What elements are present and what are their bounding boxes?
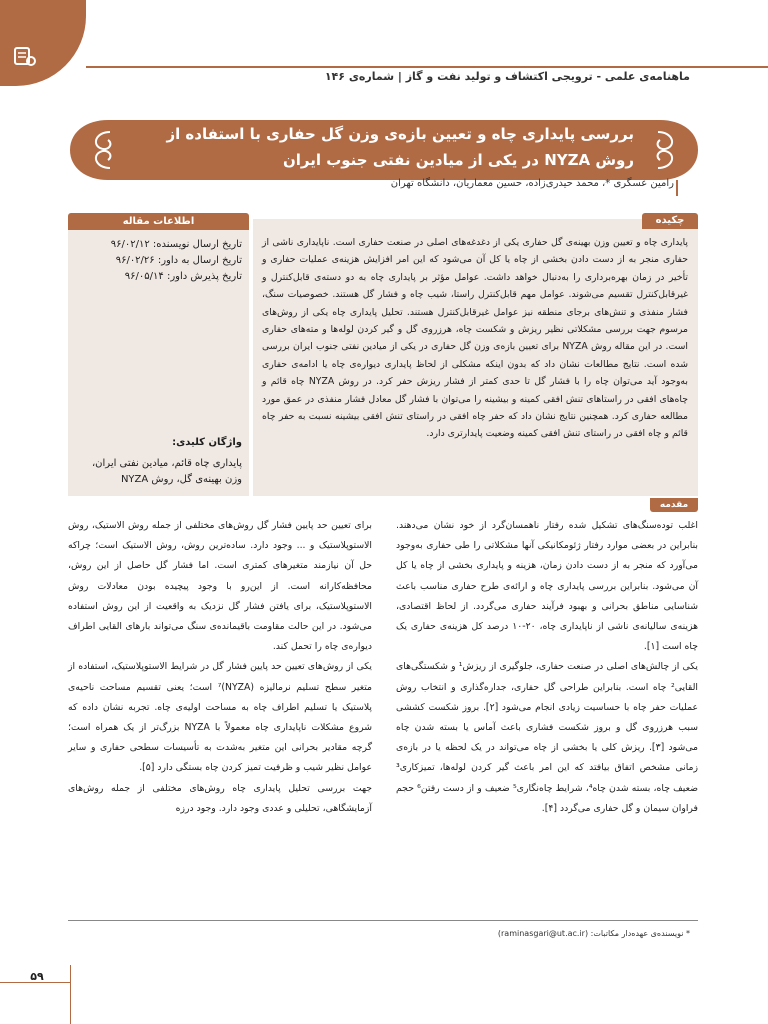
article-info-label: اطلاعات مقاله (68, 213, 249, 230)
corner-tab (0, 0, 86, 86)
intro-left-column (68, 516, 372, 819)
paragraph: یکی از روش‌های تعیین حد پایین فشار گل در شرایط الاستوپلاستیک، استفاده از متغیر سطح تسلیم نرمالیزه (NYZA)⁷ است؛ یعنی تقسیم مساحت ناحیه‌ی پلاستیک یا تسلیم اطراف چاه به مساحت اولیه‌ی چاه. تجربه نشان داده که شروع مشکلات ناپایداری چاه معمولاً با NYZA بزرگ‌تر از یک همراه است؛ گرچه مقادیر بحرانی این متغیر به‌شدت به تأسیسات سطحی حفاری و سایر عوامل نظیر شیب و ظرفیت تمیز کردن چاه بستگی دارد [۵]. (68, 661, 372, 774)
paragraph: یکی از چالش‌های اصلی در صنعت حفاری، جلوگیری از ریزش¹ و شکستگی‌های القایی² چاه است. بنابراین طراحی گل حفاری، جداره‌گذاری و انتخاب روش عملیات حفر چاه با حساسیت زیادی انجام می‌شود [۲]. بروز شکست کششی سبب هرزروی گل و بروز شکست فشاری باعث آماس یا بسته شدن چاه می‌شود [۳]. ریزش کلی یا بخشی از چاه می‌تواند در یک لحظه یا در بازه‌ی زمانی مشخص اتفاق بیافتد که این امر باعث گیر کردن لوله‌ها، تمیزکاری³ ضعیف چاه، بسته شدن چاه⁴، شرایط چاه‌نگاری⁵ ضعیف و از دست رفتن⁶ حجم فراوان سیمان و گل حفاری می‌گردد [۴]. (396, 661, 698, 814)
article-title (138, 121, 634, 173)
authors: رامین عسگری *، محمد حیدری‌زاده، حسین معماریان، دانشگاه تهران (390, 178, 674, 189)
page-number: ۵۹ (30, 970, 44, 983)
abstract-text: پایداری چاه و تعیین وزن بهینه‌ی گل حفاری یکی از دغدغه‌های اصلی در صنعت حفاری است. ناپایداری ناشی از حفاری منجر به از دست دادن بخشی از چاه یا کل آن می‌شود که این امر افزایش هزینه‌ی عملیات حفاری و تأخیر در زمان بهره‌برداری را به‌دنبال خواهد داشت. عوامل مؤثر بر پایداری چاه به دو دسته‌ی قابل‌کنترل و غیرقابل‌کنترل تقسیم می‌شوند. عوامل مهم قابل‌کنترل راستا، شیب چاه و فشار گل هستند. خصوصیات سنگ، فشار منفذی و تنش‌های برجای منطقه نیز عوامل غیرقابل‌کنترل هستند. تحلیل پایداری چاه یکی از روش‌های مرسوم جهت بررسی مشکلاتی نظیر ریزش و شکست چاه، هرزروی گل و گیر کردن لوله‌ها و مته‌های حفاری است. در این مقاله روش NYZA برای تعیین بازه‌ی وزن گل حفاری در یکی از میادین نفتی جنوب ایران بررسی شده است. نتایج مطالعات نشان داد که بدون اینکه مشکلی از لحاظ پایداری دیواره‌ی چاه یا ادامه‌ی حفاری به‌وجود آید می‌توان چاه را با فشار گل تا حدی کمتر از فشار ریزش حفر کرد. در روش NYZA چاه قائم و چاه‌های افقی در راستاهای تنش افقی کمینه و بیشینه را می‌توان با فشار گل معادل فشار منفذی در عمق مورد مطالعه حفاری کرد. همچنین نتایج نشان داد که حفر چاه افقی در راستای تنش افقی بیشینه نسبت به حفر چاه قائم و چاه افقی در راستای تنش افقی کمینه وضعیت پایدارتری دارد. (262, 237, 689, 440)
title-banner (68, 118, 700, 182)
title-line-1: بررسی پایداری چاه و تعیین بازه‌ی وزن گل حفاری با استفاده از (166, 125, 634, 143)
journal-header: ماهنامه‌ی علمی - ترویجی اکتشاف و تولید نفت و گاز | شماره‌ی ۱۴۶ (324, 70, 690, 83)
keywords-label: واژگان کلیدی: (172, 437, 242, 448)
intro-right-column (396, 516, 698, 819)
paragraph: اغلب توده‌سنگ‌های تشکیل شده رفتار ناهمسان‌گرد از خود نشان می‌دهند. بنابراین در بعضی موارد رفتار ژئومکانیکی آنها مشکلاتی را طی حفاری به‌وجود می‌آورد که منجر به از دست دادن زمان، هزینه و پایداری بخشی از چاه یا کل آن می‌شود. بنابراین بررسی پایداری چاه و ارائه‌ی طرح حفاری مناسب باعث شناسایی مناطق بحرانی و بهبود فرآیند حفاری می‌گردد. از لحاظ اقتصادی، هزینه‌ی سالیانه‌ی ناشی از ناپایداری چاه، ۲۰-۱۰ درصد کل هزینه‌ی حفاری یک چاه است [۱]. (396, 520, 699, 653)
title-line-2: روش NYZA در یکی از میادین نفتی جنوب ایران (282, 151, 634, 169)
header-rule (86, 66, 768, 68)
paragraph: جهت بررسی تحلیل پایداری چاه روش‌های مختلفی از جمله روش‌های آزمایشگاهی، تحلیلی و عددی وجود دارد. وجود درزه (68, 782, 372, 814)
paragraph: برای تعیین حد پایین فشار گل روش‌های مختلفی از جمله روش الاستیک، روش الاستوپلاستیک و ... وجود دارد. ساده‌ترین روش، روش الاستیک است؛ چراکه حل آن نیازمند متغیرهای کمتری است. اما فشار گل حاصل از این روش، محافظه‌کارانه است. از این‌رو با وجود پیچیده بودن معادلات روش الاستوپلاستیک، برای یافتن فشار گل نزدیک به واقعیت از این روش استفاده می‌شود. در این حالت مقاومت باقیمانده‌ی سنگ می‌تواند بارهای القایی اطراف دیواره‌ی چاه را تحمل کند. (68, 520, 372, 653)
footnote: * نویسنده‌ی عهده‌دار مکاتبات: (raminasgari@ut.ac.ir) (497, 929, 690, 938)
date-to-referee: تاریخ ارسال به داور: ۹۶/۰۲/۲۶ (115, 255, 242, 266)
abstract-label: چکیده (642, 213, 698, 229)
keywords: پایداری چاه قائم، میادین نفتی ایران، وزن بهینه‌ی گل، روش NYZA (91, 458, 242, 485)
date-submitted: تاریخ ارسال نویسنده: ۹۶/۰۲/۱۲ (110, 239, 242, 250)
authors-marker (676, 180, 678, 196)
journal-logo-icon (12, 46, 38, 68)
introduction-label: مقدمه (650, 498, 698, 512)
footnote-rule (68, 920, 698, 921)
page-rule-vertical (70, 965, 71, 1024)
date-accepted: تاریخ پذیرش داور: ۹۶/۰۵/۱۴ (124, 271, 242, 282)
